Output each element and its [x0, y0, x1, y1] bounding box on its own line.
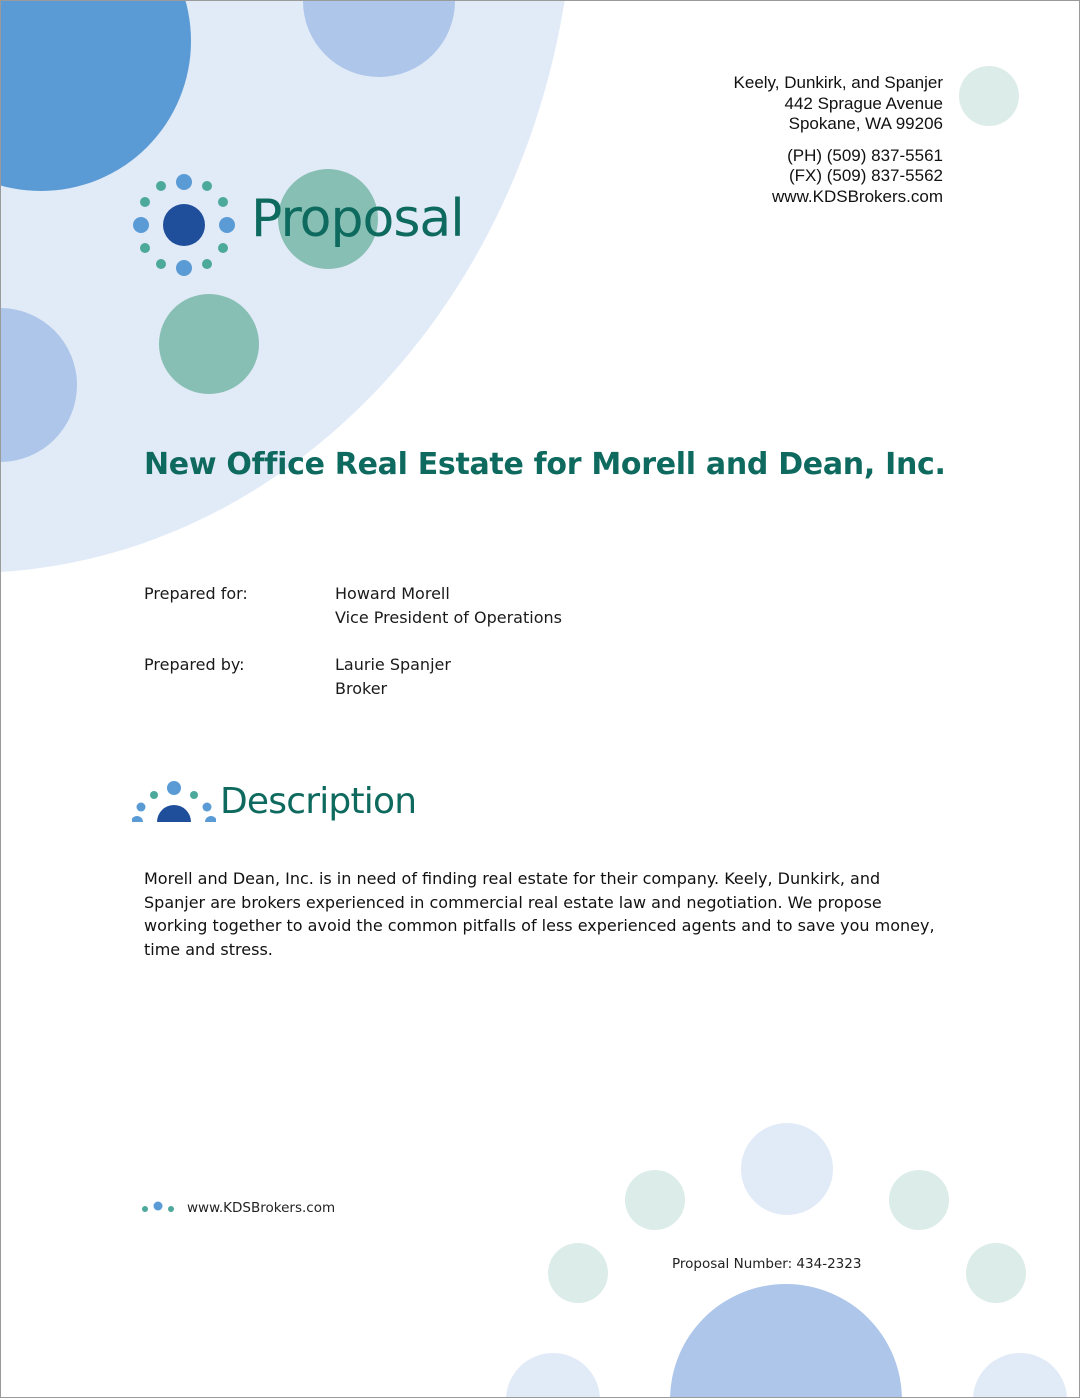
decorative-circle-bottom-pale-green-2 [889, 1170, 949, 1230]
proposal-number: Proposal Number: 434-2323 [672, 1256, 862, 1272]
prepared-by-name: Laurie Spanjer [335, 655, 451, 674]
proposal-title: Proposal [251, 189, 464, 249]
footer-website[interactable]: www.KDSBrokers.com [187, 1200, 336, 1216]
company-street: 442 Sprague Avenue [784, 93, 943, 113]
decorative-circle-bottom-pale-green-1 [625, 1170, 685, 1230]
description-dot-arc-icon [132, 780, 216, 824]
prepared-for-role: Vice President of Operations [335, 607, 562, 627]
description-body: Morell and Dean, Inc. is in need of finding real estate for their company. Keely, Dunkirk, and Spanjer are brokers experienced in commercial real estate law and negotiation. We propose working together to avoid the common pitfalls of less experienced agents and to save you money, time and stress. [144, 869, 935, 959]
decorative-circle-bottom-pale-blue-top [741, 1123, 833, 1215]
decorative-circle-pale-green-header [959, 66, 1019, 126]
footer-dots-icon [141, 1199, 177, 1217]
document-title: New Office Real Estate for Morell and Dean, Inc. [144, 447, 946, 482]
decorative-circle-bottom-pale-blue-right [973, 1353, 1067, 1398]
company-phone: (PH) (509) 837-5561 [787, 145, 943, 165]
description-heading: Description [220, 781, 417, 822]
prepared-by-value [335, 653, 451, 700]
decorative-circle-bottom-pale-green-4 [966, 1243, 1026, 1303]
prepared-by-label: Prepared by: [144, 655, 245, 674]
company-website[interactable]: www.KDSBrokers.com [772, 186, 943, 206]
company-fax: (FX) (509) 837-5562 [788, 166, 943, 185]
company-city-state-zip: Spokane, WA 99206 [788, 114, 943, 133]
prepared-for-name: Howard Morell [335, 584, 450, 603]
decorative-circle-green-middle [159, 294, 259, 394]
proposal-dot-ring-icon [132, 173, 236, 277]
decorative-circle-bottom-pale-blue-left [506, 1353, 600, 1398]
prepared-by-role: Broker [335, 678, 388, 698]
decorative-circle-bottom-large-blue [670, 1284, 902, 1398]
prepared-for-label: Prepared for: [144, 584, 248, 603]
company-name: Keely, Dunkirk, and Spanjer [733, 73, 943, 92]
prepared-for-value [335, 582, 562, 629]
decorative-circle-bottom-pale-green-3 [548, 1243, 608, 1303]
company-address-block [734, 73, 943, 207]
